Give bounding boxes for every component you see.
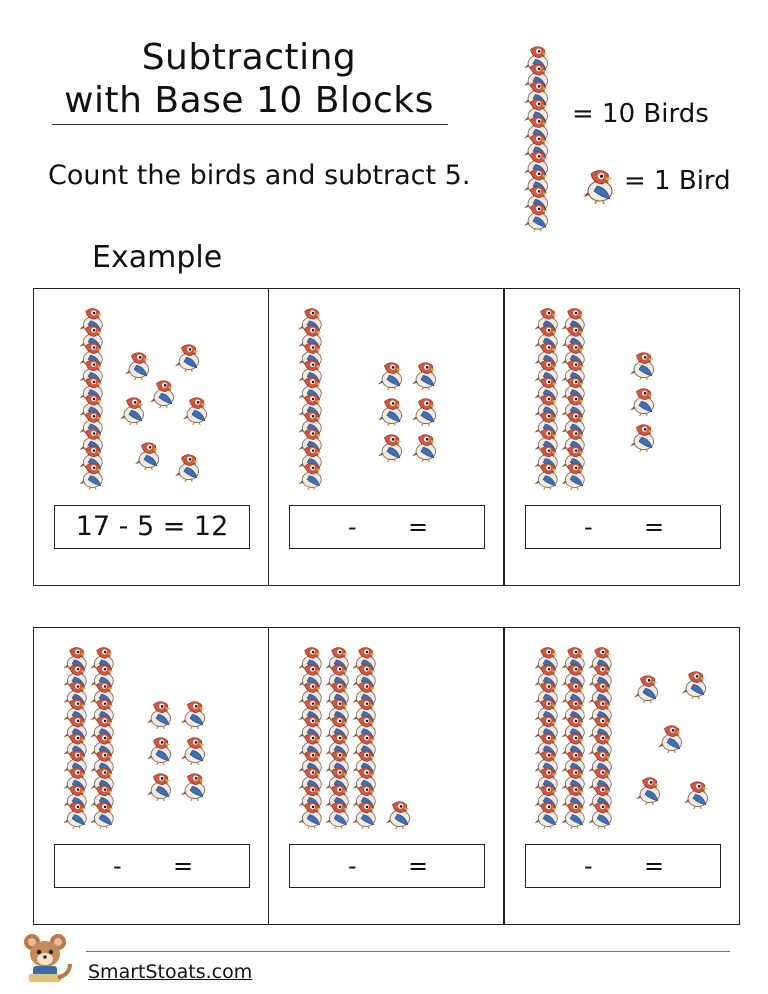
ten-bird-column xyxy=(90,648,113,829)
bird-icon xyxy=(561,463,584,489)
bird-icon xyxy=(412,363,436,390)
bird-icon xyxy=(634,676,658,703)
ten-bird-column xyxy=(561,648,584,829)
ten-birds-label: = 10 Birds xyxy=(572,99,709,129)
instructions: Count the birds and subtract 5. xyxy=(48,160,471,191)
bird-icon xyxy=(181,738,205,765)
ten-bird-column xyxy=(352,648,375,829)
ten-bird-column xyxy=(588,648,611,829)
bird-icon xyxy=(630,353,654,380)
bird-icon xyxy=(636,778,660,805)
example-equation: 17 - 5 = 12 xyxy=(75,511,229,542)
problem-panel-2 xyxy=(504,288,740,586)
answer-box[interactable] xyxy=(525,844,721,888)
bird-icon xyxy=(125,353,149,380)
bird-icon xyxy=(181,702,205,729)
problem-panel-1 xyxy=(268,288,504,586)
bird-icon xyxy=(524,204,548,231)
ten-bird-column xyxy=(561,309,584,490)
equals-sign: = xyxy=(644,513,665,541)
ten-bird-column xyxy=(298,648,321,829)
bird-icon xyxy=(325,802,348,828)
bird-icon xyxy=(298,802,321,828)
bird-icon xyxy=(150,381,174,408)
bird-icon xyxy=(412,435,436,462)
bird-icon xyxy=(582,166,616,204)
bird-icon xyxy=(630,389,654,416)
example-answer-box xyxy=(54,505,250,549)
bird-icon xyxy=(682,672,706,699)
bird-icon xyxy=(183,398,207,425)
ten-bird-column xyxy=(534,648,557,829)
minus-sign: - xyxy=(584,513,593,541)
minus-sign: - xyxy=(584,852,593,880)
bird-icon xyxy=(378,435,402,462)
minus-sign: - xyxy=(348,852,357,880)
bird-icon xyxy=(534,802,557,828)
bird-icon xyxy=(298,463,321,489)
bird-icon xyxy=(684,782,708,809)
answer-box[interactable] xyxy=(289,844,485,888)
equals-sign: = xyxy=(408,513,429,541)
bird-icon xyxy=(90,802,113,828)
bird-icon xyxy=(378,363,402,390)
bird-icon xyxy=(352,802,375,828)
ten-bird-column xyxy=(325,648,348,829)
bird-icon xyxy=(658,726,682,753)
problem-panel-3 xyxy=(33,627,269,925)
bird-icon xyxy=(378,399,402,426)
bird-icon xyxy=(147,774,171,801)
minus-sign: - xyxy=(113,852,122,880)
equals-sign: = xyxy=(408,852,429,880)
bird-icon xyxy=(79,463,102,489)
ten-bird-column xyxy=(79,309,102,490)
page-title xyxy=(50,36,448,122)
example-label: Example xyxy=(92,240,223,275)
equals-sign: = xyxy=(644,852,665,880)
stoat-mascot-icon xyxy=(18,930,76,986)
bird-icon xyxy=(175,345,199,372)
bird-icon xyxy=(147,738,171,765)
example-panel xyxy=(33,288,269,586)
bird-icon xyxy=(63,802,86,828)
bird-icon xyxy=(147,702,171,729)
problem-panel-5 xyxy=(504,627,740,925)
ten-bird-column xyxy=(298,309,321,490)
title-line-2: with Base 10 Blocks xyxy=(64,80,434,121)
answer-box[interactable] xyxy=(289,505,485,549)
footer-divider xyxy=(86,951,730,952)
bird-icon xyxy=(181,774,205,801)
ten-bird-column xyxy=(534,309,557,490)
bird-icon xyxy=(561,802,584,828)
bird-icon xyxy=(175,455,199,482)
one-bird-label: = 1 Bird xyxy=(624,166,731,196)
bird-icon xyxy=(588,802,611,828)
bird-icon xyxy=(120,398,144,425)
bird-icon xyxy=(412,399,436,426)
answer-box[interactable] xyxy=(54,844,250,888)
answer-box[interactable] xyxy=(525,505,721,549)
equals-sign: = xyxy=(173,852,194,880)
problem-panel-4 xyxy=(268,627,504,925)
bird-icon xyxy=(630,425,654,452)
bird-icon xyxy=(534,463,557,489)
bird-icon xyxy=(386,802,410,829)
site-link[interactable]: SmartStoats.com xyxy=(88,961,253,983)
ten-birds-key-icon xyxy=(521,43,553,248)
bird-icon xyxy=(135,443,159,470)
title-line-1: Subtracting xyxy=(141,37,357,78)
ten-bird-column xyxy=(63,648,86,829)
title-underline xyxy=(52,124,448,125)
minus-sign: - xyxy=(348,513,357,541)
